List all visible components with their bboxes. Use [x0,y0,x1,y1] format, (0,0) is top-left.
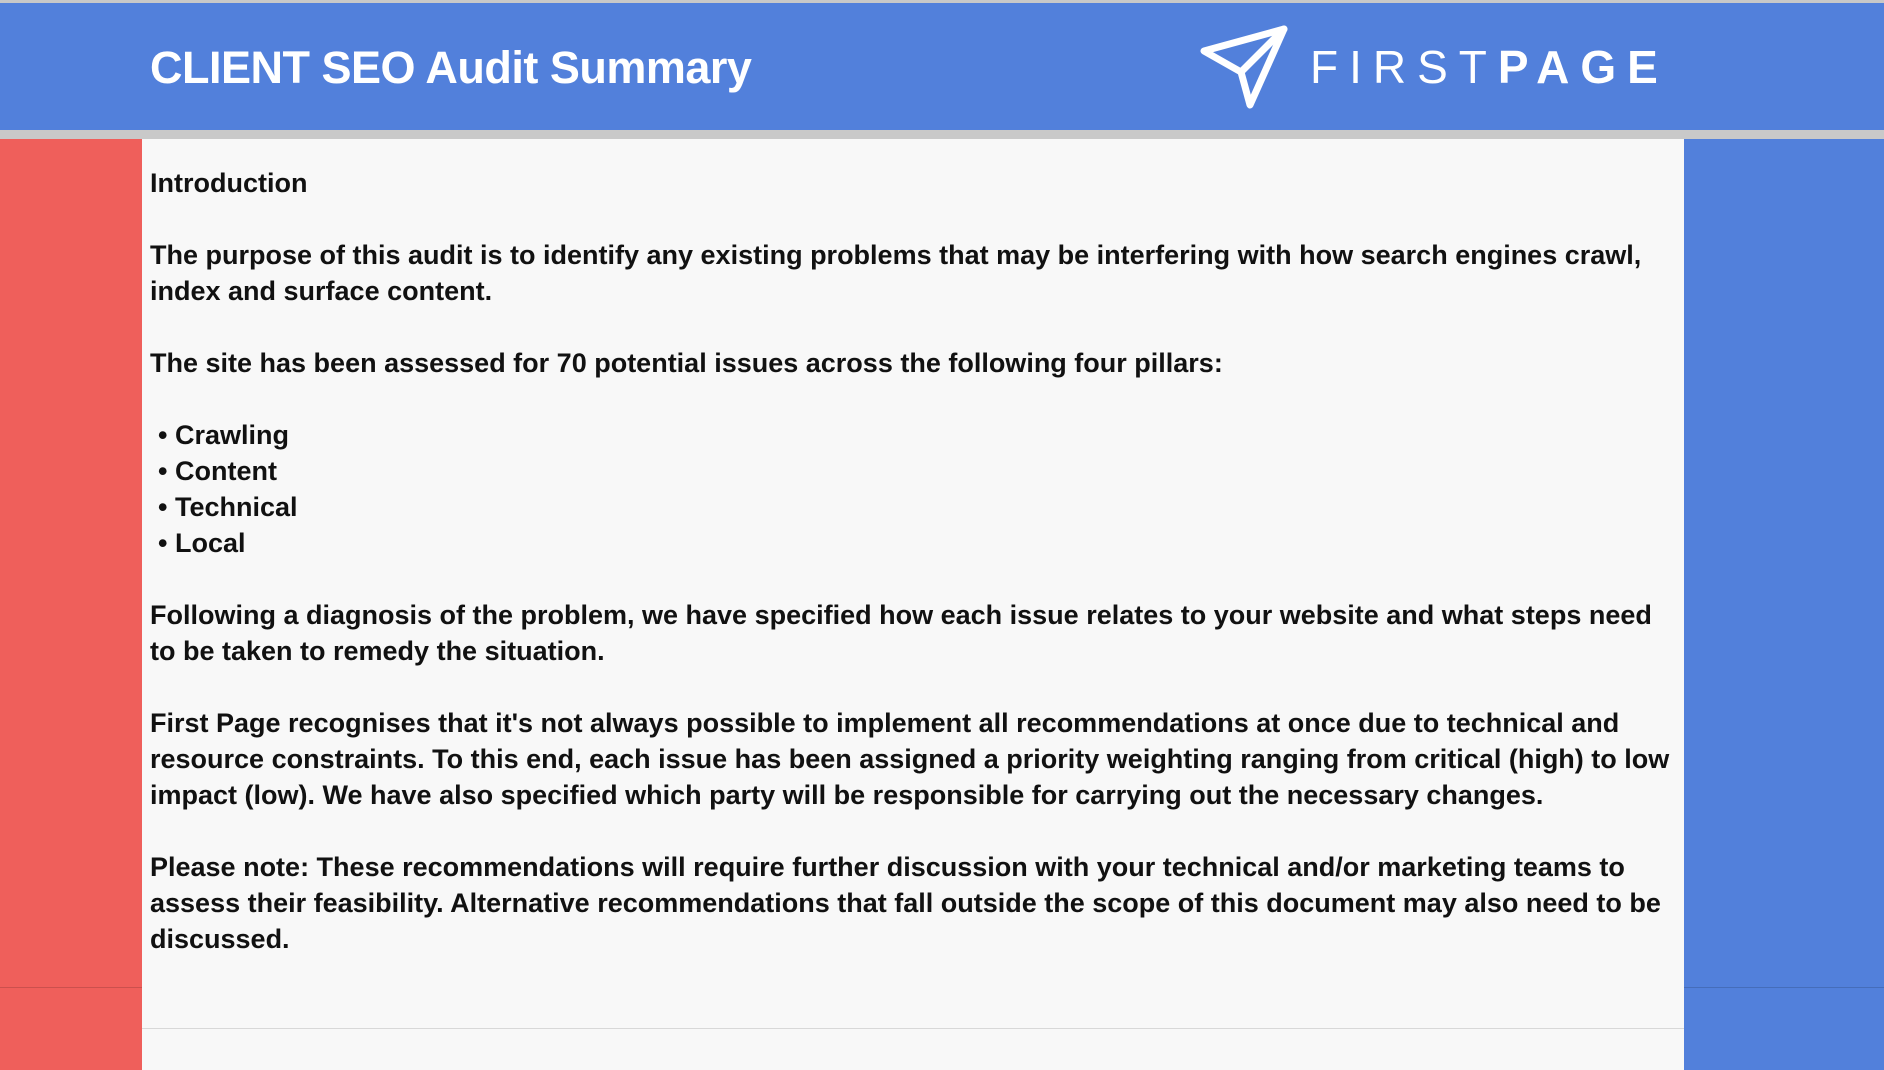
pillars-list [150,417,1678,561]
list-item [150,417,1678,453]
right-panel-divider [1684,987,1884,988]
header-bar [0,0,1884,130]
pillar-label: Local [175,528,246,558]
left-panel-divider [0,987,142,988]
intro-paragraph-purpose: The purpose of this audit is to identify any existing problems that may be interfering with how search engines crawl, index and surface content. [150,240,1642,306]
intro-paragraph-diagnosis: Following a diagnosis of the problem, we have specified how each issue relates to your website and what steps need to be taken to remedy the situation. [150,600,1652,666]
left-color-panel [0,139,142,1070]
bullet-icon: • [158,528,168,558]
list-item [150,489,1678,525]
bullet-icon: • [158,456,168,486]
intro-paragraph-pillars: The site has been assessed for 70 potential issues across the following four pillars: [150,348,1223,378]
paper-plane-icon [1200,25,1288,109]
content-divider [142,1028,1684,1029]
list-item [150,525,1678,561]
section-heading: Introduction [150,168,308,198]
logo-text-page: PAGE [1497,41,1669,93]
logo-text-first: FIRST [1310,41,1498,93]
list-item [150,453,1678,489]
pillar-label: Technical [175,492,298,522]
firstpage-logo [1200,25,1669,109]
pillar-label: Crawling [175,420,290,450]
document-body [142,139,1684,1070]
intro-paragraph-note: Please note: These recommendations will require further discussion with your technical and/or marketing teams to assess their feasibility. Alternative recommendations that fall outside the scope of this document may also need to be discussed. [150,852,1661,954]
header-separator [0,130,1884,139]
introduction-section [150,165,1678,993]
intro-paragraph-priority: First Page recognises that it's not always possible to implement all recommendations at once due to technical and resource constraints. To this end, each issue has been assigned a priority weighting ranging from critical (high) to low impact (low). We have also specified which party will be responsible for carrying out the necessary changes. [150,708,1670,810]
right-color-panel [1684,139,1884,1070]
bullet-icon: • [158,492,168,522]
pillar-label: Content [175,456,277,486]
page-title: CLIENT SEO Audit Summary [150,42,752,93]
logo-wordmark [1310,25,1669,109]
bullet-icon: • [158,420,168,450]
